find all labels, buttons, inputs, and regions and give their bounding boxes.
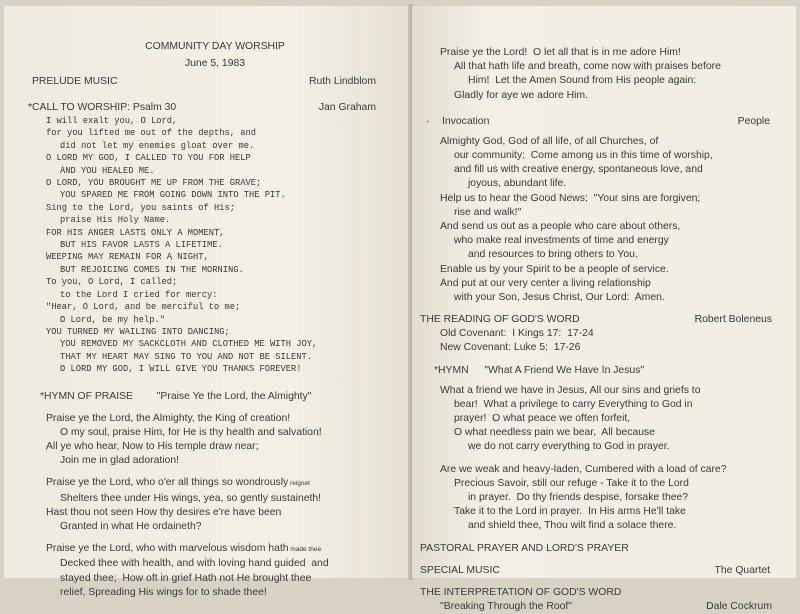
call-to-worship-leader: Jan Graham xyxy=(318,102,376,113)
hymn-line: bear! What a privilege to carry Everything to God in xyxy=(454,398,693,410)
hymn-line: Decked thee with health, and with loving hand guided and xyxy=(60,558,329,570)
hymn2-label: *HYMN xyxy=(434,364,469,376)
hymn-line: O what needless pain we bear, All because xyxy=(454,427,656,439)
hymn-line: Granted in what He ordaineth? xyxy=(60,520,202,532)
psalm-line: Sing to the Lord, you saints of His; xyxy=(46,202,236,213)
psalm-line: to the Lord I cried for mercy: xyxy=(60,289,218,300)
hymn-line: relief, Spreading His wings for to shade thee! xyxy=(60,586,267,598)
hymn-line: in prayer. Do thy friends despise, forsake thee? xyxy=(468,492,689,504)
psalm-line: BUT REJOICING COMES IN THE MORNING. xyxy=(60,264,244,275)
hymn-line: Are we weak and heavy-laden, Cumbered with a load of care? xyxy=(440,463,727,475)
prelude-label: PRELUDE MUSIC xyxy=(32,76,118,87)
hymn-line: Shelters thee under His wings, yea, so gently sustaineth! xyxy=(60,492,322,504)
hymn-line: Hast thou not seen How thy desires e're have been xyxy=(46,506,282,518)
reading-leader: Robert Boleneus xyxy=(694,314,772,326)
psalm-line: O LORD, YOU BROUGHT ME UP FROM THE GRAVE; xyxy=(46,178,262,189)
hymn-verse xyxy=(426,463,786,534)
hymn-line: What a friend we have in Jesus, All our sins and griefs to xyxy=(440,384,701,396)
invocation-line: Enable us by your Spirit to be a people of service. xyxy=(440,263,669,275)
psalm-line: O LORD MY GOD, I WILL GIVE YOU THANKS FOREVER! xyxy=(60,364,302,375)
bullet-icon: · xyxy=(426,115,430,127)
hymn-line: prayer! O what peace we often forfeit, xyxy=(454,413,631,425)
hymn-verse xyxy=(426,384,786,455)
invocation-line: and fill us with creative energy, spontaneous love, and xyxy=(454,164,703,176)
hymn-line: All that hath life and breath, come now with praises before xyxy=(454,61,721,73)
psalm-line: "Hear, O Lord, and be merciful to me; xyxy=(46,302,241,313)
psalm-line: FOR HIS ANGER LASTS ONLY A MOMENT, xyxy=(46,227,225,238)
psalm-line: praise His Holy Name. xyxy=(60,215,171,226)
hymn-line: Praise ye the Lord! O let all that is in me adore Him! xyxy=(440,47,681,58)
hymn2-row xyxy=(434,364,786,378)
invocation-label: · Invocation xyxy=(426,115,490,127)
invocation-line: joyous, abundant life. xyxy=(468,178,567,190)
psalm-line: O Lord, be my help." xyxy=(60,314,166,325)
sermon-leader: Dale Cockrum xyxy=(706,600,772,612)
psalm-line: YOU REMOVED MY SACKCLOTH AND CLOTHED ME WITH JOY, xyxy=(60,339,318,350)
psalm-line: YOU SPARED ME FROM GOING DOWN INTO THE PIT. xyxy=(60,190,286,201)
psalm-line: AND YOU HEALED ME. xyxy=(60,165,155,176)
pastoral-prayer-label: PASTORAL PRAYER AND LORD'S PRAYER xyxy=(420,542,629,554)
reading-text xyxy=(426,327,786,355)
hymn-line: Gladly for aye we adore Him. xyxy=(454,89,588,101)
invocation-line: And send us out as a people who care about others, xyxy=(440,221,681,233)
call-to-worship-row xyxy=(28,101,398,115)
invocation-line: and resources to bring others to You. xyxy=(468,249,638,261)
invocation-line: Help us to hear the Good News: "Your sins are forgiven; xyxy=(440,192,701,204)
hymn2-text xyxy=(426,384,786,534)
reading-row xyxy=(420,313,786,327)
invocation-leader: People xyxy=(737,115,770,127)
right-page xyxy=(412,6,796,612)
hymn-of-praise-row xyxy=(40,390,398,404)
psalm-line: I will exalt you, O Lord, xyxy=(46,116,178,126)
hymn-line: we do not carry everything to God in prayer. xyxy=(468,441,670,453)
psalm-line: did not let my enemies gloat over me. xyxy=(60,140,255,151)
invocation-row xyxy=(426,115,786,129)
reading-line: New Covenant: Luke 5: 17-26 xyxy=(440,342,581,354)
psalm-line: YOU TURNED MY WAILING INTO DANCING; xyxy=(46,326,230,337)
special-music-label: SPECIAL MUSIC xyxy=(420,564,500,576)
hymn-line: Join me in glad adoration! xyxy=(60,455,179,467)
psalm-text xyxy=(32,115,398,376)
service-date: June 5, 1983 xyxy=(184,58,246,69)
psalm-line: To you, O Lord, I called; xyxy=(46,277,178,288)
psalm-line: O LORD MY GOD, I CALLED TO YOU FOR HELP xyxy=(46,153,251,164)
hymn-line: and shield thee, Thou wilt find a solace there. xyxy=(468,520,677,532)
invocation-line: who make real investments of time and energy xyxy=(454,235,669,247)
hymn-of-praise-label: *HYMN OF PRAISE xyxy=(40,390,133,402)
hymn-line: Praise ye the Lord, who o'er all things so wondrously reignet xyxy=(46,477,310,489)
hymn-line: All ye who hear, Now to His temple draw near; xyxy=(46,440,259,452)
invocation-line: with your Son, Jesus Christ, Our Lord: Amen. xyxy=(454,292,665,304)
hymn-line: Praise ye the Lord, who with marvelous wisdom hath made thee xyxy=(46,543,322,555)
left-page xyxy=(4,6,410,598)
margin-note: made thee xyxy=(288,546,322,554)
invocation-line: And put at our very center a living relationship xyxy=(440,277,651,289)
invocation-line: Almighty God, God of all life, of all Churches, of xyxy=(440,135,659,147)
call-to-worship-label: *CALL TO WORSHIP: Psalm 30 xyxy=(28,102,177,113)
interpretation-label: THE INTERPRETATION OF GOD'S WORD xyxy=(420,586,622,598)
invocation-text xyxy=(426,135,786,305)
special-music-leader: The Quartet xyxy=(714,564,770,576)
service-title: COMMUNITY DAY WORSHIP xyxy=(145,41,285,52)
hymn-line: O my soul, praise Him, for He is thy health and salvation! xyxy=(60,426,322,438)
hymn-verse xyxy=(32,412,398,469)
hymn-line: Him! Let the Amen Sound from His people again: xyxy=(468,75,697,87)
psalm-line: BUT HIS FAVOR LASTS A LIFETIME. xyxy=(60,240,223,251)
hymn-line: Take it to the Lord in prayer. In His arms He'll take xyxy=(454,506,686,518)
hymn-of-praise-title: "Praise Ye the Lord, the Almighty" xyxy=(156,390,312,402)
hymn-line: Praise ye the Lord, the Almighty, the King of creation! xyxy=(46,412,291,424)
hymn-verse xyxy=(32,542,398,600)
invocation-line: our community: Come among us in this time of worship, xyxy=(454,150,713,162)
reading-label: THE READING OF GOD'S WORD xyxy=(420,314,580,326)
reading-line: Old Covenant: I Kings 17: 17-24 xyxy=(440,328,594,340)
psalm-line: WEEPING MAY REMAIN FOR A NIGHT, xyxy=(46,252,209,263)
hymn-line: Precious Savoir, still our refuge - Take it to the Lord xyxy=(454,477,689,489)
interpretation-row xyxy=(420,586,786,600)
hymn2-title: "What A Friend We Have In Jesus" xyxy=(484,364,645,376)
psalm-line: THAT MY HEART MAY SING TO YOU AND NOT BE SILENT. xyxy=(60,351,313,362)
hymn-of-praise-text xyxy=(32,412,398,600)
pastoral-prayer-row xyxy=(420,542,786,556)
psalm-line: for you lifted me out of the depths, and xyxy=(46,128,257,139)
sermon-title: "Breaking Through the Roof" xyxy=(440,600,572,612)
special-music-row xyxy=(420,564,786,578)
prelude-leader: Ruth Lindblom xyxy=(308,76,376,87)
hymn-verse xyxy=(32,476,398,534)
prelude-row xyxy=(32,75,398,89)
margin-note: reignet xyxy=(288,480,310,488)
hymn-continued-text xyxy=(426,46,786,103)
hymn-line: stayed thee; How oft in grief Hath not He brought thee xyxy=(60,572,312,584)
invocation-line: rise and walk!" xyxy=(454,206,522,218)
sermon-row xyxy=(426,600,786,614)
